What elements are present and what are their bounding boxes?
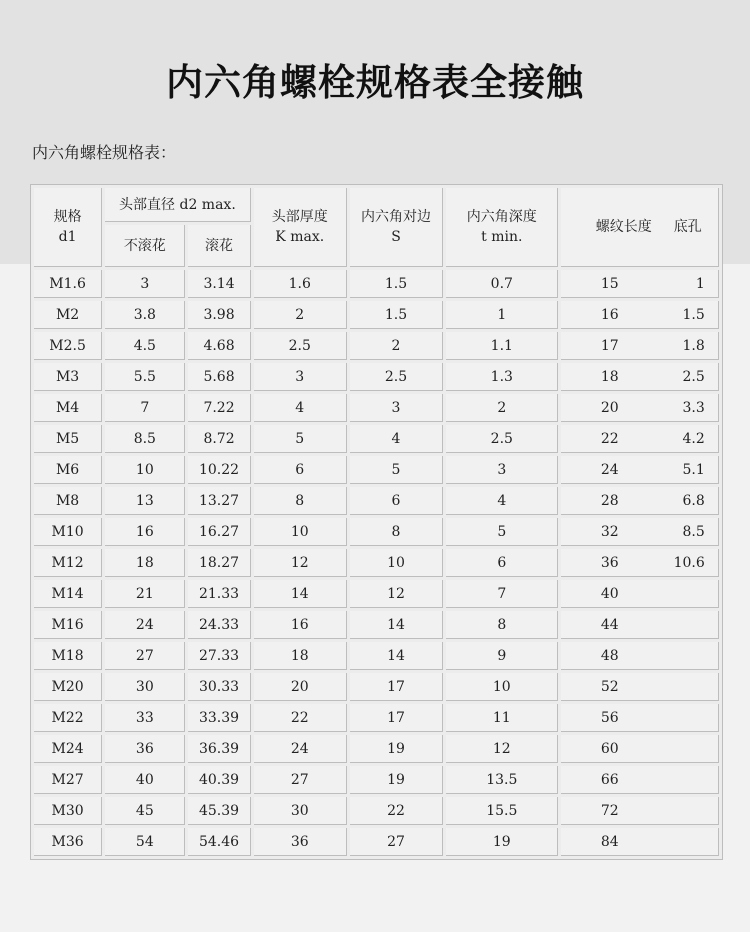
cell-thread-length: 18: [600, 368, 619, 385]
cell-thread-hole: [561, 580, 719, 608]
cell-hex-flat: 19: [350, 766, 443, 794]
cell-spec: M6: [34, 456, 102, 484]
table-row: [34, 394, 719, 422]
cell-hex-depth: 10: [446, 673, 558, 701]
cell-hex-flat: 14: [350, 611, 443, 639]
cell-head-dia: 36: [105, 735, 185, 763]
cell-spec: M8: [34, 487, 102, 515]
cell-bottom-hole: 2.5: [682, 368, 705, 385]
cell-hex-flat: 17: [350, 704, 443, 732]
cell-head-thickness: 2.5: [254, 332, 347, 360]
cell-head-thickness: 20: [254, 673, 347, 701]
cell-head-dia: 5.5: [105, 363, 185, 391]
cell-thread-length: 28: [600, 492, 619, 509]
cell-hex-depth: 2.5: [446, 425, 558, 453]
cell-thread-length: 52: [600, 678, 619, 695]
cell-head-dia-knurled: 18.27: [188, 549, 250, 577]
cell-head-thickness: 10: [254, 518, 347, 546]
cell-head-dia: 4.5: [105, 332, 185, 360]
cell-hex-flat: 5: [350, 456, 443, 484]
cell-head-dia: 7: [105, 394, 185, 422]
cell-head-dia: 8.5: [105, 425, 185, 453]
cell-thread-length: 32: [600, 523, 619, 540]
cell-spec: M22: [34, 704, 102, 732]
header-spec-sub: d1: [58, 229, 77, 245]
cell-head-dia: 10: [105, 456, 185, 484]
cell-head-dia-knurled: 27.33: [188, 642, 250, 670]
cell-spec: M36: [34, 828, 102, 856]
table-row: [34, 363, 719, 391]
cell-hex-flat: 22: [350, 797, 443, 825]
cell-hex-depth: 12: [446, 735, 558, 763]
cell-head-thickness: 14: [254, 580, 347, 608]
cell-head-dia-knurled: 3.14: [188, 270, 250, 298]
cell-hex-depth: 1.3: [446, 363, 558, 391]
cell-head-thickness: 16: [254, 611, 347, 639]
cell-thread-length: 15: [600, 275, 619, 292]
cell-spec: M10: [34, 518, 102, 546]
cell-spec: M2.5: [34, 332, 102, 360]
table-row: [34, 642, 719, 670]
cell-thread-hole: [561, 611, 719, 639]
table-row: [34, 425, 719, 453]
cell-bottom-hole: 1.5: [682, 306, 705, 323]
cell-head-dia: 3.8: [105, 301, 185, 329]
cell-head-dia-knurled: 7.22: [188, 394, 250, 422]
cell-head-dia: 54: [105, 828, 185, 856]
cell-head-thickness: 5: [254, 425, 347, 453]
cell-head-dia: 27: [105, 642, 185, 670]
cell-thread-hole: [561, 642, 719, 670]
cell-hex-depth: 5: [446, 518, 558, 546]
cell-hex-flat: 14: [350, 642, 443, 670]
header-head-thickness-label: 头部厚度: [271, 209, 328, 225]
cell-spec: M5: [34, 425, 102, 453]
cell-head-dia: 24: [105, 611, 185, 639]
header-hex-flat: [350, 188, 443, 267]
table-row: [34, 580, 719, 608]
cell-head-dia: 30: [105, 673, 185, 701]
cell-thread-length: 16: [600, 306, 619, 323]
cell-head-dia-knurled: 54.46: [188, 828, 250, 856]
cell-bottom-hole: 3.3: [682, 399, 705, 416]
cell-hex-depth: 1.1: [446, 332, 558, 360]
cell-thread-hole: [561, 735, 719, 763]
cell-spec: M27: [34, 766, 102, 794]
cell-head-dia-knurled: 4.68: [188, 332, 250, 360]
table-row: [34, 704, 719, 732]
cell-head-thickness: 18: [254, 642, 347, 670]
table-row: [34, 673, 719, 701]
cell-head-dia: 21: [105, 580, 185, 608]
header-thread-hole: [561, 188, 719, 267]
cell-head-thickness: 30: [254, 797, 347, 825]
cell-head-dia-knurled: 13.27: [188, 487, 250, 515]
header-hex-depth: [446, 188, 558, 267]
cell-spec: M12: [34, 549, 102, 577]
header-hex-depth-sub: t min.: [481, 229, 523, 245]
cell-head-thickness: 36: [254, 828, 347, 856]
cell-hex-flat: 27: [350, 828, 443, 856]
table-row: [34, 766, 719, 794]
cell-head-dia-knurled: 21.33: [188, 580, 250, 608]
cell-bottom-hole: 1.8: [682, 337, 705, 354]
cell-spec: M30: [34, 797, 102, 825]
header-non-knurled: 不滚花: [105, 225, 185, 267]
cell-hex-depth: 1: [446, 301, 558, 329]
table-row: [34, 828, 719, 856]
page-title: 内六角螺栓规格表全接触: [166, 60, 584, 104]
cell-head-dia-knurled: 45.39: [188, 797, 250, 825]
cell-bottom-hole: 4.2: [682, 430, 705, 447]
cell-thread-length: 24: [600, 461, 619, 478]
cell-hex-flat: 3: [350, 394, 443, 422]
cell-head-thickness: 4: [254, 394, 347, 422]
cell-thread-length: 40: [600, 585, 619, 602]
cell-thread-hole: [561, 394, 719, 422]
cell-head-thickness: 6: [254, 456, 347, 484]
table-row: [34, 332, 719, 360]
header-spec: [34, 188, 102, 267]
cell-thread-hole: [561, 425, 719, 453]
cell-thread-length: 20: [600, 399, 619, 416]
cell-head-dia-knurled: 3.98: [188, 301, 250, 329]
cell-spec: M3: [34, 363, 102, 391]
table-row: [34, 797, 719, 825]
cell-head-thickness: 24: [254, 735, 347, 763]
cell-head-dia-knurled: 16.27: [188, 518, 250, 546]
cell-hex-depth: 11: [446, 704, 558, 732]
cell-head-dia-knurled: 10.22: [188, 456, 250, 484]
cell-hex-depth: 8: [446, 611, 558, 639]
cell-hex-flat: 8: [350, 518, 443, 546]
header-head-diameter: 头部直径 d2 max.: [105, 188, 250, 222]
table-row: [34, 518, 719, 546]
cell-hex-flat: 17: [350, 673, 443, 701]
cell-head-thickness: 22: [254, 704, 347, 732]
cell-hex-depth: 2: [446, 394, 558, 422]
table-row: [34, 487, 719, 515]
cell-spec: M1.6: [34, 270, 102, 298]
cell-hex-depth: 9: [446, 642, 558, 670]
cell-hex-flat: 1.5: [350, 301, 443, 329]
cell-thread-length: 44: [600, 616, 619, 633]
cell-thread-length: 17: [600, 337, 619, 354]
cell-head-dia: 13: [105, 487, 185, 515]
cell-head-dia: 3: [105, 270, 185, 298]
cell-hex-flat: 2: [350, 332, 443, 360]
cell-thread-hole: [561, 363, 719, 391]
cell-thread-hole: [561, 704, 719, 732]
cell-head-dia-knurled: 40.39: [188, 766, 250, 794]
cell-hex-flat: 6: [350, 487, 443, 515]
cell-bottom-hole: 8.5: [682, 523, 705, 540]
cell-bottom-hole: 6.8: [682, 492, 705, 509]
cell-spec: M2: [34, 301, 102, 329]
cell-head-dia: 45: [105, 797, 185, 825]
header-bottom-hole: 底孔: [673, 219, 702, 235]
cell-thread-length: 22: [600, 430, 619, 447]
cell-thread-hole: [561, 673, 719, 701]
table-row: [34, 611, 719, 639]
cell-spec: M24: [34, 735, 102, 763]
cell-head-dia: 18: [105, 549, 185, 577]
cell-head-dia-knurled: 33.39: [188, 704, 250, 732]
header-knurled: 滚花: [188, 225, 250, 267]
cell-hex-flat: 1.5: [350, 270, 443, 298]
cell-spec: M14: [34, 580, 102, 608]
cell-spec: M18: [34, 642, 102, 670]
cell-thread-hole: [561, 828, 719, 856]
cell-hex-flat: 10: [350, 549, 443, 577]
cell-head-dia: 16: [105, 518, 185, 546]
cell-thread-length: 84: [600, 833, 619, 850]
cell-head-dia: 40: [105, 766, 185, 794]
header-hex-flat-sub: S: [391, 229, 401, 245]
cell-bottom-hole: 10.6: [673, 554, 705, 571]
cell-hex-depth: 15.5: [446, 797, 558, 825]
cell-hex-depth: 0.7: [446, 270, 558, 298]
cell-thread-length: 56: [600, 709, 619, 726]
cell-head-thickness: 12: [254, 549, 347, 577]
header-hex-depth-label: 内六角深度: [466, 209, 537, 225]
cell-hex-depth: 7: [446, 580, 558, 608]
cell-thread-hole: [561, 456, 719, 484]
cell-head-thickness: 2: [254, 301, 347, 329]
cell-thread-length: 60: [600, 740, 619, 757]
cell-head-dia-knurled: 30.33: [188, 673, 250, 701]
cell-thread-hole: [561, 549, 719, 577]
table-row: [34, 270, 719, 298]
cell-head-thickness: 8: [254, 487, 347, 515]
table-row: [34, 456, 719, 484]
cell-thread-hole: [561, 487, 719, 515]
cell-thread-hole: [561, 797, 719, 825]
cell-hex-flat: 4: [350, 425, 443, 453]
cell-head-thickness: 3: [254, 363, 347, 391]
cell-head-thickness: 27: [254, 766, 347, 794]
header-hex-flat-label: 内六角对边: [361, 209, 431, 225]
cell-head-dia-knurled: 5.68: [188, 363, 250, 391]
header-head-thickness: [254, 188, 347, 267]
cell-thread-length: 48: [600, 647, 619, 664]
cell-head-dia: 33: [105, 704, 185, 732]
cell-thread-length: 72: [600, 802, 619, 819]
cell-bottom-hole: 5.1: [682, 461, 705, 478]
cell-thread-hole: [561, 270, 719, 298]
cell-spec: M16: [34, 611, 102, 639]
cell-hex-depth: 19: [446, 828, 558, 856]
cell-hex-flat: 19: [350, 735, 443, 763]
header-spec-label: 规格: [53, 209, 82, 225]
cell-thread-length: 36: [600, 554, 619, 571]
cell-spec: M20: [34, 673, 102, 701]
cell-head-thickness: 1.6: [254, 270, 347, 298]
cell-thread-length: 66: [600, 771, 619, 788]
cell-thread-hole: [561, 766, 719, 794]
cell-thread-hole: [561, 332, 719, 360]
cell-bottom-hole: 1: [695, 275, 705, 292]
cell-head-dia-knurled: 24.33: [188, 611, 250, 639]
section-label: 内六角螺栓规格表：: [32, 143, 177, 162]
table-row: [34, 549, 719, 577]
bolt-spec-table: [30, 184, 723, 860]
cell-hex-depth: 4: [446, 487, 558, 515]
header-thread-length: 螺纹长度: [595, 219, 652, 235]
cell-hex-flat: 12: [350, 580, 443, 608]
cell-head-dia-knurled: 36.39: [188, 735, 250, 763]
cell-hex-depth: 13.5: [446, 766, 558, 794]
cell-hex-depth: 3: [446, 456, 558, 484]
cell-hex-depth: 6: [446, 549, 558, 577]
table-row: [34, 301, 719, 329]
cell-thread-hole: [561, 518, 719, 546]
cell-thread-hole: [561, 301, 719, 329]
table-row: [34, 735, 719, 763]
cell-hex-flat: 2.5: [350, 363, 443, 391]
cell-head-dia-knurled: 8.72: [188, 425, 250, 453]
cell-spec: M4: [34, 394, 102, 422]
header-head-thickness-sub: K max.: [275, 229, 325, 245]
